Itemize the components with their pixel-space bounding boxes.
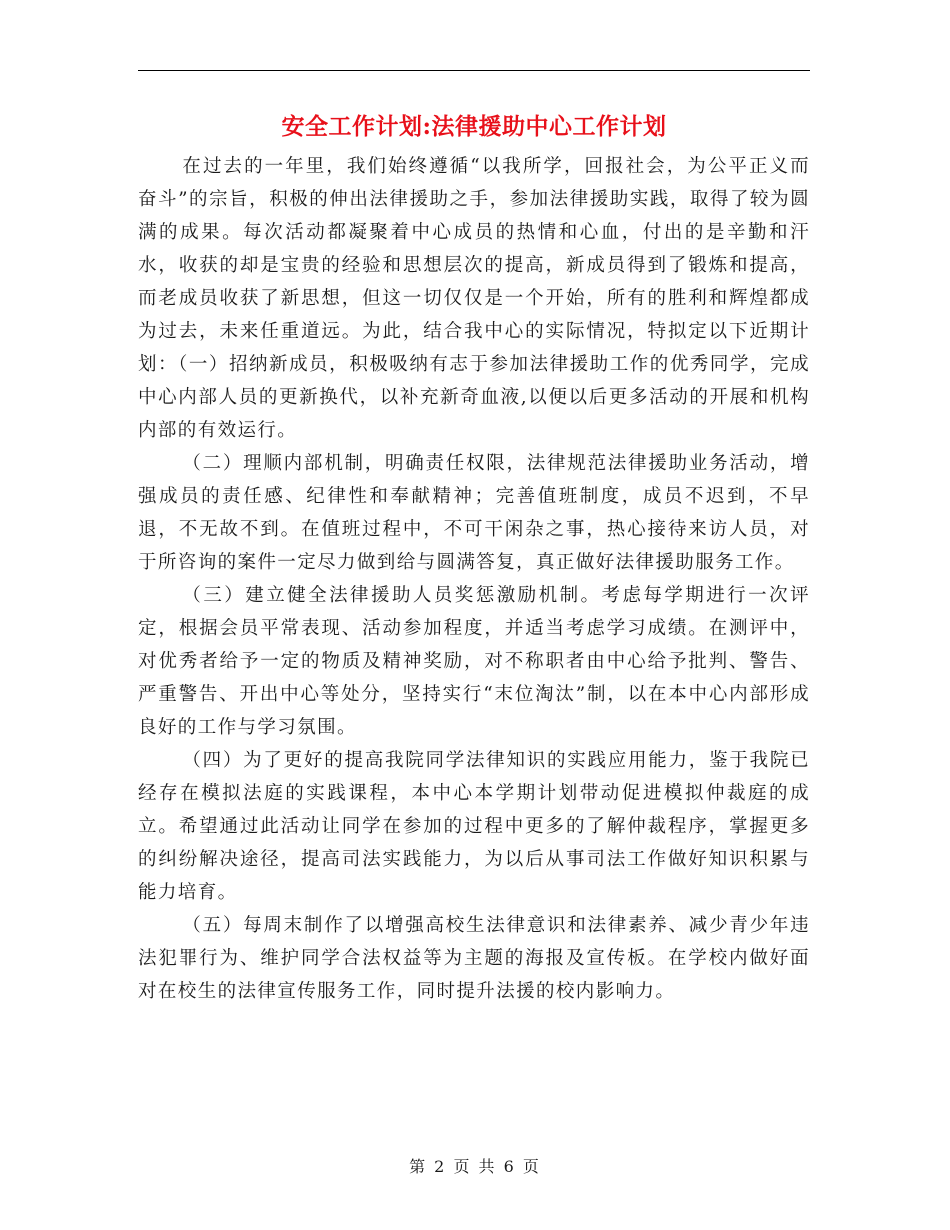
paragraph-1: 在过去的一年里，我们始终遵循“以我所学，回报社会，为公平正义而奋斗”的宗旨，积极的伸出法律援助之手，参加法律援助实践，取得了较为圆满的成果。每次活动都凝聚着中心成员的热情和心血，付出的是辛勤和汗水，收获的却是宝贵的经验和思想层次的提高，新成员得到了锻炼和提高，而老成员收获了新思想，但这一切仅仅是一个开始，所有的胜利和辉煌都成为过去，未来任重道远。为此，结合我中心的实际情况，特拟定以下近期计划：（一）招纳新成员，积极吸纳有志于参加法律援助工作的优秀同学，完成中心内部人员的更新换代，以补充新奇血液,以便以后更多活动的开展和机构内部的有效运行。 xyxy=(138,156,810,441)
document-title: 安全工作计划:法律援助中心工作计划 xyxy=(281,113,667,140)
document-body xyxy=(138,150,810,1008)
paragraph-4: （四）为了更好的提高我院同学法律知识的实践应用能力，鉴于我院已经存在模拟法庭的实践课程，本中心本学期计划带动促进模拟仲裁庭的成立。希望通过此活动让同学在参加的过程中更多的了解仲裁程序，掌握更多的纠纷解决途径，提高司法实践能力，为以后从事司法工作做好知识积累与能力培育。 xyxy=(138,750,810,903)
header-rule xyxy=(138,70,810,71)
paragraph-5: （五）每周末制作了以增强高校生法律意识和法律素养、减少青少年违法犯罪行为、维护同学合法权益等为主题的海报及宣传板。在学校内做好面对在校生的法律宣传服务工作，同时提升法援的校内影响力。 xyxy=(138,915,810,1002)
paragraph-2: （二）理顺内部机制，明确责任权限，法律规范法律援助业务活动，增强成员的责任感、纪律性和奉献精神；完善值班制度，成员不迟到，不早退，不无故不到。在值班过程中，不可干闲杂之事，热心接待来访人员，对于所咨询的案件一定尽力做到给与圆满答复，真正做好法律援助服务工作。 xyxy=(138,453,810,573)
page-number: 第 2 页 共 6 页 xyxy=(409,1157,541,1176)
paragraph-3: （三）建立健全法律援助人员奖惩激励机制。考虑每学期进行一次评定，根据会员平常表现、活动参加程度，并适当考虑学习成绩。在测评中，对优秀者给予一定的物质及精神奖励，对不称职者由中心给予批判、警告、严重警告、开出中心等处分，坚持实行“末位淘汰”制，以在本中心内部形成良好的工作与学习氛围。 xyxy=(138,585,810,738)
